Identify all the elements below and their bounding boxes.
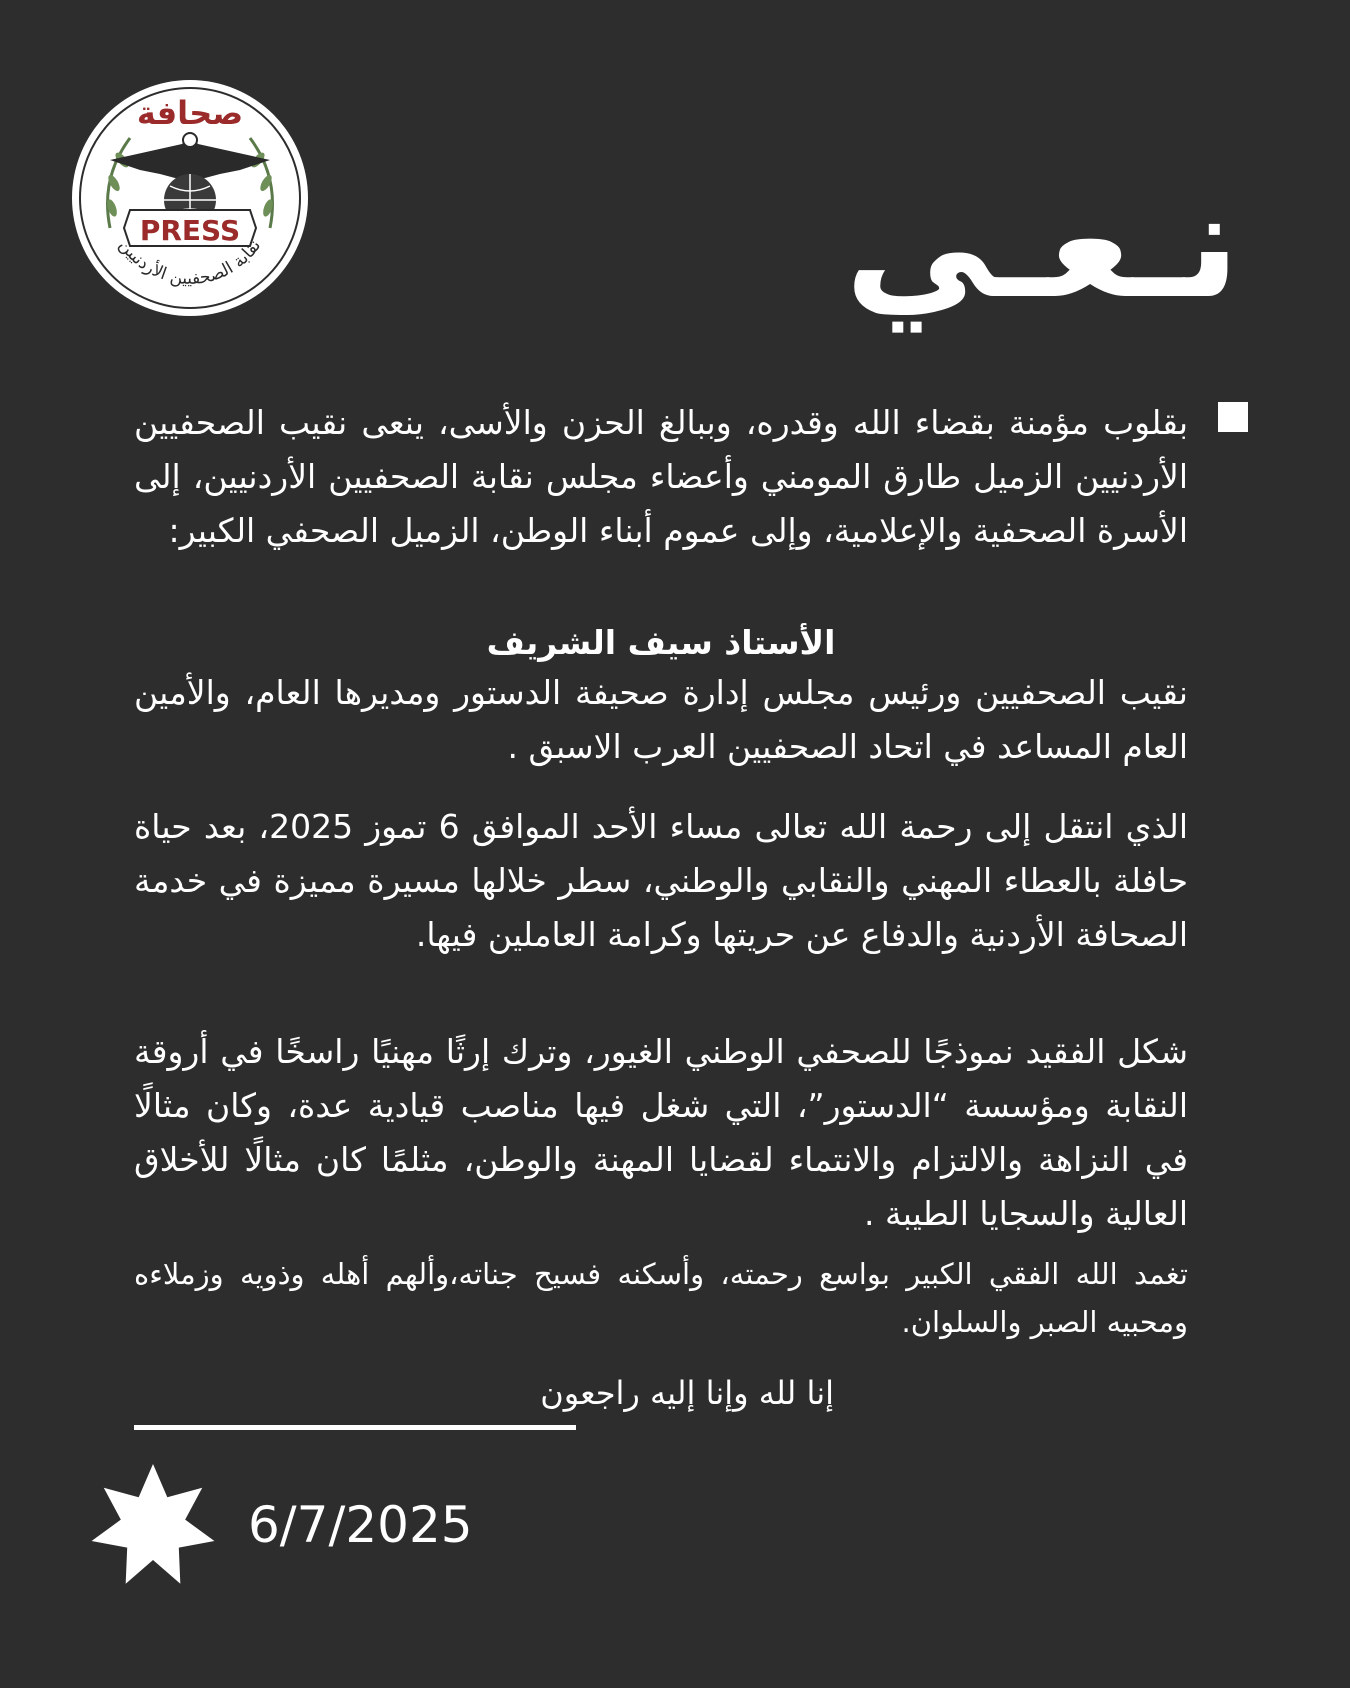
page-title: نـعـي (844, 158, 1240, 332)
bullet-square-icon (1218, 402, 1248, 432)
deceased-name: الأستاذ سيف الشريف (486, 623, 836, 662)
divider (134, 1425, 576, 1430)
logo-top-text: صحافة (136, 94, 244, 132)
logo-bottom-text: نقابة الصحفيين الأردنيين (114, 235, 266, 289)
position-paragraph: نقيب الصحفيين ورئيس مجلس إدارة صحيفة الدستور ومديرها العام، والأمين العام المساعد في اتحاد الصحفيين العرب الاسبق . (134, 673, 1188, 766)
press-association-logo-icon (70, 78, 310, 318)
prayer-paragraph: تغمد الله الفقي الكبير بواسع رحمته، وأسكنه فسيح جناته،وألهم أهله وذويه وزملاءه ومحبيه الصبر والسلوان. (134, 1257, 1188, 1339)
passing-paragraph: الذي انتقل إلى رحمة الله تعالى مساء الأحد الموافق 6 تموز 2025، بعد حياة حافلة بالعطاء المهني والنقابي والوطني، سطر خلالها مسيرة مميزة في خدمة الصحافة الأردنية والدفاع عن حريتها وكرامة العاملين فيها. (134, 807, 1188, 954)
intro-paragraph: بقلوب مؤمنة بقضاء الله وقدره، وببالغ الحزن والأسى، ينعى نقيب الصحفيين الأردنيين الزميل طارق المومني وأعضاء مجلس نقابة الصحفيين الأردنيين، إلى الأسرة الصحفية والإعلامية، وإلى عموم أبناء الوطن، الزميل الصحفي الكبير: (134, 403, 1188, 550)
legacy-paragraph: شكل الفقيد نموذجًا للصحفي الوطني الغيور، وترك إرثًا مهنيًا راسخًا في أروقة النقابة ومؤسسة “الدستور”، التي شغل فيها مناصب قيادية عدة، وكان مثالًا في النزاهة والالتزام والانتماء لقضايا المهنة والوطن، مثلمًا كان مثالًا للأخلاق العالية والسجايا الطيبة . (134, 1032, 1188, 1233)
closing-verse: إنا لله وإنا إليه راجعون (540, 1374, 834, 1412)
date-text: 6/7/2025 (248, 1496, 473, 1554)
logo-banner-text: PRESS (139, 214, 241, 247)
seven-pointed-star-icon (88, 1462, 218, 1592)
